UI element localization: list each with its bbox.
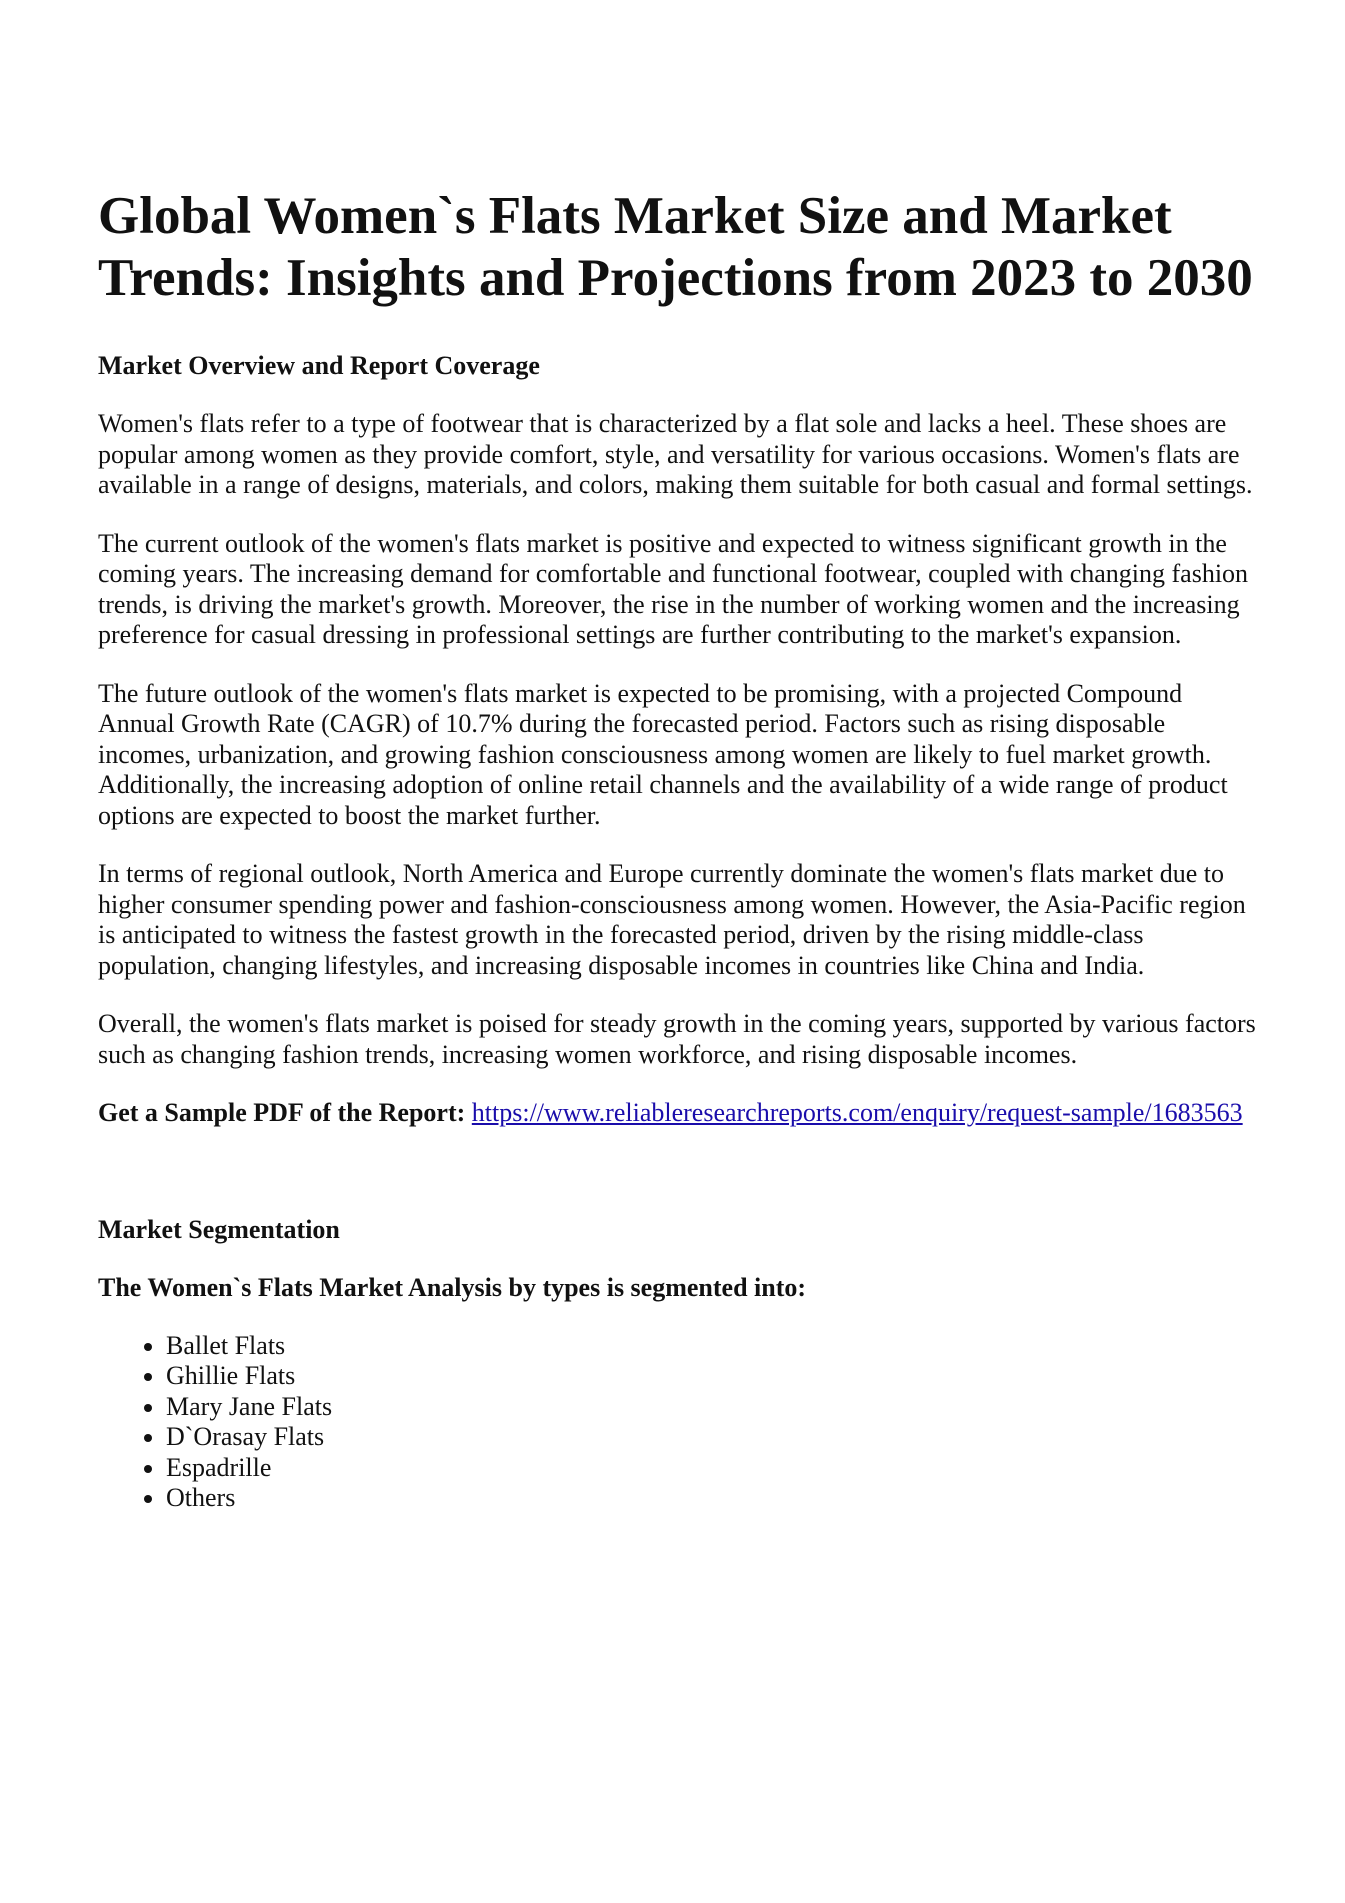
sample-pdf-line bbox=[98, 1098, 1258, 1129]
document-page bbox=[98, 185, 1258, 1514]
paragraph-definition: Women's flats refer to a type of footwear that is characterized by a flat sole and lacks a heel. These shoes are popular among women as they provide comfort, style, and versatility for various occasions. Women's flats are available in a range of designs, materials, and colors, making them suitable for both casual and formal settings. bbox=[98, 409, 1253, 499]
list-item: • Ballet Flats bbox=[166, 1331, 1258, 1362]
list-item: • Espadrille bbox=[166, 1453, 1258, 1484]
page-title: Global Women`s Flats Market Size and Market Trends: Insights and Projections from 2023 to 2030 bbox=[98, 187, 1253, 307]
types-heading: The Women`s Flats Market Analysis by types is segmented into: bbox=[98, 1272, 807, 1302]
paragraph-future-outlook: The future outlook of the women's flats market is expected to be promising, with a projected Compound Annual Growth Rate (CAGR) of 10.7% during the forecasted period. Factors such as rising disposable incomes, urbanization, and growing fashion consciousness among women are likely to fuel market growth. Additionally, the increasing adoption of online retail channels and the availability of a wide range of product options are expected to boost the market further. bbox=[98, 678, 1228, 830]
sample-pdf-link[interactable]: https://www.reliableresearchreports.com/enquiry/request-sample/1683563 bbox=[471, 1098, 1243, 1127]
overview-heading: Market Overview and Report Coverage bbox=[98, 351, 540, 380]
types-list bbox=[98, 1331, 1258, 1514]
list-item: • Ghillie Flats bbox=[166, 1361, 1258, 1392]
paragraph-overall: Overall, the women's flats market is poised for steady growth in the coming years, supported by various factors such as changing fashion trends, increasing women workforce, and rising disposable incomes. bbox=[98, 1009, 1256, 1069]
paragraph-regional-outlook: In terms of regional outlook, North America and Europe currently dominate the women's flats market due to higher consumer spending power and fashion-consciousness among women. However, the Asia-Pacific region is anticipated to witness the fastest growth in the forecasted period, driven by the rising middle-class population, changing lifestyles, and increasing disposable incomes in countries like China and India. bbox=[98, 859, 1246, 980]
list-item: • D`Orasay Flats bbox=[166, 1422, 1258, 1453]
list-item: • Mary Jane Flats bbox=[166, 1392, 1258, 1423]
segmentation-heading: Market Segmentation bbox=[98, 1214, 340, 1244]
sample-pdf-label: Get a Sample PDF of the Report: bbox=[98, 1098, 466, 1127]
list-item: • Others bbox=[166, 1483, 1258, 1514]
paragraph-current-outlook: The current outlook of the women's flats market is positive and expected to witness significant growth in the coming years. The increasing demand for comfortable and functional footwear, coupled with changing fashion trends, is driving the market's growth. Moreover, the rise in the number of working women and the increasing preference for casual dressing in professional settings are further contributing to the market's expansion. bbox=[98, 528, 1249, 649]
